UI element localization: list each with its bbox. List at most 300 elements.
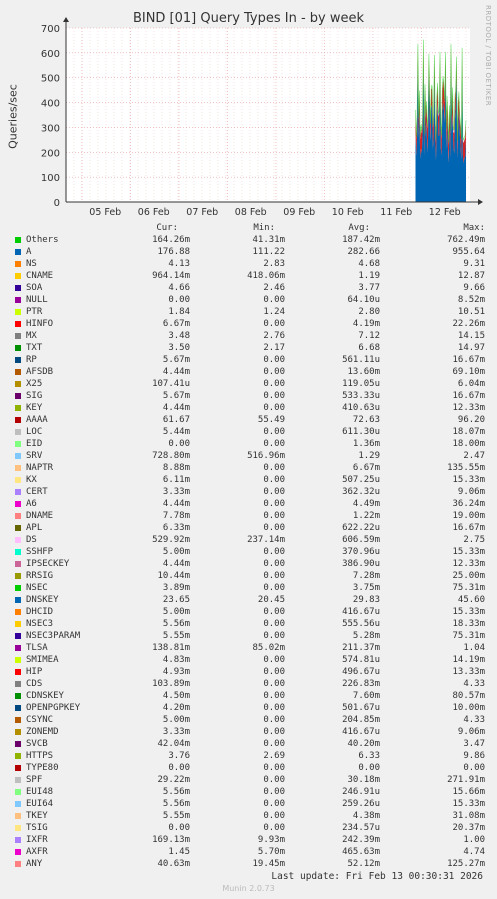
legend-row-kx xyxy=(0,474,497,486)
legend-min-value: 0.00 xyxy=(263,799,285,809)
legend-cur-value: 3.50 xyxy=(168,343,190,353)
legend-name: KEY xyxy=(26,403,43,413)
legend-avg-value: 52.12m xyxy=(347,859,380,869)
legend-avg-value: 3.77 xyxy=(358,283,380,293)
legend-cur-value: 169.13m xyxy=(152,835,190,845)
legend-cur-value: 6.33m xyxy=(162,523,190,533)
legend-cur-value: 176.88 xyxy=(157,247,190,257)
legend-row-nsec3param xyxy=(0,630,497,642)
legend-swatch xyxy=(15,489,21,495)
legend-min-value: 85.02m xyxy=(252,643,285,653)
legend-row-eid xyxy=(0,438,497,450)
legend-row-txt xyxy=(0,342,497,354)
legend-max-value: 9.66 xyxy=(463,283,485,293)
legend-cur-value: 4.20m xyxy=(162,703,190,713)
legend-name: SOA xyxy=(26,283,43,293)
legend-cur-value: 3.33m xyxy=(162,727,190,737)
legend-max-value: 16.67m xyxy=(452,355,485,365)
legend-max-value: 14.19m xyxy=(452,655,485,665)
legend-cur-value: 964.14m xyxy=(152,271,190,281)
chart-area xyxy=(0,0,497,225)
legend-row-aaaa xyxy=(0,414,497,426)
legend-name: CDS xyxy=(26,679,43,689)
legend-row-hip xyxy=(0,666,497,678)
legend-name: NAPTR xyxy=(26,463,54,473)
legend-swatch xyxy=(15,417,21,423)
legend-swatch xyxy=(15,465,21,471)
legend-swatch xyxy=(15,837,21,843)
legend-name: DS xyxy=(26,535,37,545)
legend-min-value: 0.00 xyxy=(263,727,285,737)
legend-name: OPENPGPKEY xyxy=(26,703,81,713)
legend-min-value: 0.00 xyxy=(263,739,285,749)
legend-cur-value: 5.56m xyxy=(162,799,190,809)
legend-max-value: 18.07m xyxy=(452,427,485,437)
legend-cur-value: 0.00 xyxy=(168,763,190,773)
legend-name: A6 xyxy=(26,499,37,509)
legend-avg-value: 7.60m xyxy=(352,691,380,701)
legend-name: AAAA xyxy=(26,415,48,425)
legend-name: ANY xyxy=(26,859,43,869)
legend-min-value: 0.00 xyxy=(263,571,285,581)
legend-name: NSEC3 xyxy=(26,619,54,629)
legend-max-value: 271.91m xyxy=(447,775,485,785)
legend-row-axfr xyxy=(0,846,497,858)
legend-cur-value: 42.04m xyxy=(157,739,190,749)
legend-cur-value: 4.50m xyxy=(162,691,190,701)
legend-min-value: 0.00 xyxy=(263,811,285,821)
legend-cur-value: 10.44m xyxy=(157,571,190,581)
legend-avg-value: 1.36m xyxy=(352,439,380,449)
legend-name: HIP xyxy=(26,667,43,677)
legend-max-value: 15.33m xyxy=(452,475,485,485)
legend-name: SVCB xyxy=(26,739,48,749)
legend-avg-value: 259.26u xyxy=(342,799,380,809)
legend-min-value: 0.00 xyxy=(263,511,285,521)
legend-cur-value: 5.56m xyxy=(162,787,190,797)
legend-cur-value: 5.00m xyxy=(162,715,190,725)
legend-avg-value: 234.57u xyxy=(342,823,380,833)
legend-row-a xyxy=(0,246,497,258)
legend-min-value: 0.00 xyxy=(263,463,285,473)
legend-row-eui64 xyxy=(0,798,497,810)
legend-max-value: 31.08m xyxy=(452,811,485,821)
legend-max-value: 16.67m xyxy=(452,523,485,533)
legend-avg-value: 282.66 xyxy=(347,247,380,257)
rrdtool-credit: RRDTOOL / TOBI OETIKER xyxy=(484,5,492,107)
legend-name: CNAME xyxy=(26,271,54,281)
legend-max-value: 25.00m xyxy=(452,571,485,581)
last-update: Last update: Fri Feb 13 00:30:31 2026 xyxy=(271,871,483,882)
legend-swatch xyxy=(15,345,21,351)
legend-cur-value: 164.26m xyxy=(152,235,190,245)
munin-version: Munin 2.0.73 xyxy=(222,884,275,893)
legend-name: RRSIG xyxy=(26,571,54,581)
legend-cur-value: 6.67m xyxy=(162,319,190,329)
legend-avg-value: 5.28m xyxy=(352,631,380,641)
legend-max-value: 3.47 xyxy=(463,739,485,749)
legend-max-value: 45.60 xyxy=(457,595,485,605)
legend-row-loc xyxy=(0,426,497,438)
y-tick-label: 300 xyxy=(40,123,60,135)
legend-min-value: 0.00 xyxy=(263,679,285,689)
legend-swatch xyxy=(15,633,21,639)
x-axis-arrow xyxy=(478,199,483,205)
legend-row-https xyxy=(0,750,497,762)
legend-cur-value: 5.55m xyxy=(162,811,190,821)
legend-avg-value: 416.67u xyxy=(342,607,380,617)
legend-swatch xyxy=(15,753,21,759)
legend-max-value: 22.26m xyxy=(452,319,485,329)
legend-cur-value: 4.13 xyxy=(168,259,190,269)
legend-max-value: 15.33m xyxy=(452,607,485,617)
legend-row-srv xyxy=(0,450,497,462)
legend-name: TXT xyxy=(26,343,43,353)
legend-max-value: 9.86 xyxy=(463,751,485,761)
legend-row-nsec xyxy=(0,582,497,594)
legend-cur-value: 1.45 xyxy=(168,847,190,857)
legend-avg-value: 7.28m xyxy=(352,571,380,581)
legend-name: X25 xyxy=(26,379,43,389)
legend-cur-value: 107.41u xyxy=(152,379,190,389)
legend-min-value: 0.00 xyxy=(263,427,285,437)
legend-swatch xyxy=(15,813,21,819)
legend-avg-value: 416.67u xyxy=(342,727,380,737)
legend-avg-value: 1.22m xyxy=(352,511,380,521)
legend-cur-value: 23.65 xyxy=(162,595,190,605)
legend-max-value: 13.33m xyxy=(452,667,485,677)
legend-row-a6 xyxy=(0,498,497,510)
legend-row-cert xyxy=(0,486,497,498)
y-tick-label: 500 xyxy=(40,73,60,85)
legend-min-value: 0.00 xyxy=(263,583,285,593)
legend-swatch xyxy=(15,249,21,255)
legend-cur-value: 3.48 xyxy=(168,331,190,341)
legend-cur-value: 4.83m xyxy=(162,655,190,665)
legend-name: CDNSKEY xyxy=(26,691,64,701)
legend-max-value: 10.00m xyxy=(452,703,485,713)
legend-avg-value: 386.90u xyxy=(342,559,380,569)
legend-avg-value: 4.49m xyxy=(352,499,380,509)
legend-name: NS xyxy=(26,259,37,269)
legend-row-zonemd xyxy=(0,726,497,738)
legend-avg-value: 7.12 xyxy=(358,331,380,341)
legend-cur-value: 61.67 xyxy=(162,415,190,425)
legend-swatch xyxy=(15,729,21,735)
legend-swatch xyxy=(15,273,21,279)
legend-swatch xyxy=(15,285,21,291)
legend-cur-value: 5.55m xyxy=(162,631,190,641)
legend-cur-value: 5.00m xyxy=(162,547,190,557)
legend-max-value: 9.06m xyxy=(457,727,485,737)
legend-avg-value: 6.68 xyxy=(358,343,380,353)
legend-swatch xyxy=(15,405,21,411)
legend-swatch xyxy=(15,777,21,783)
legend-min-value: 2.17 xyxy=(263,343,285,353)
legend-avg-value: 119.05u xyxy=(342,379,380,389)
legend-swatch xyxy=(15,549,21,555)
legend-avg-value: 501.67u xyxy=(342,703,380,713)
plot-background xyxy=(66,28,470,202)
legend-avg-value: 533.33u xyxy=(342,391,380,401)
legend-swatch xyxy=(15,441,21,447)
legend-min-value: 55.49 xyxy=(257,415,285,425)
legend-avg-value: 1.29 xyxy=(358,451,380,461)
legend-name: EUI48 xyxy=(26,787,54,797)
legend-max-value: 75.31m xyxy=(452,631,485,641)
legend-cur-value: 6.11m xyxy=(162,475,190,485)
legend-avg-value: 13.60m xyxy=(347,367,380,377)
legend-min-value: 0.00 xyxy=(263,775,285,785)
legend-name: PTR xyxy=(26,307,43,317)
legend-max-value: 1.04 xyxy=(463,643,485,653)
legend-max-value: 16.67m xyxy=(452,391,485,401)
legend-avg-value: 410.63u xyxy=(342,403,380,413)
legend-swatch xyxy=(15,801,21,807)
legend-swatch xyxy=(15,477,21,483)
legend-name: TSIG xyxy=(26,823,48,833)
legend-avg-value: 226.83m xyxy=(342,679,380,689)
legend-min-value: 111.22 xyxy=(252,247,285,257)
legend-swatch xyxy=(15,369,21,375)
legend-swatch xyxy=(15,765,21,771)
legend-swatch xyxy=(15,561,21,567)
legend-row-ptr xyxy=(0,306,497,318)
legend-max-value: 96.20 xyxy=(457,415,485,425)
legend-cur-value: 5.56m xyxy=(162,619,190,629)
legend-max-value: 1.00 xyxy=(463,835,485,845)
legend-name: A xyxy=(26,247,32,257)
legend-header-max: Max: xyxy=(463,223,485,233)
legend-max-value: 2.75 xyxy=(463,535,485,545)
legend-swatch xyxy=(15,705,21,711)
legend-min-value: 19.45m xyxy=(252,859,285,869)
legend-swatch xyxy=(15,645,21,651)
legend-name: TLSA xyxy=(26,643,48,653)
legend-max-value: 0.00 xyxy=(463,763,485,773)
legend-row-key xyxy=(0,402,497,414)
legend-row-cds xyxy=(0,678,497,690)
legend-row-rrsig xyxy=(0,570,497,582)
legend-avg-value: 4.19m xyxy=(352,319,380,329)
legend-swatch xyxy=(15,381,21,387)
legend-max-value: 4.33 xyxy=(463,715,485,725)
legend-row-dname xyxy=(0,510,497,522)
legend-row-type80 xyxy=(0,762,497,774)
legend-cur-value: 529.92m xyxy=(152,535,190,545)
legend-name: MX xyxy=(26,331,37,341)
legend-name: KX xyxy=(26,475,37,485)
legend-row-x25 xyxy=(0,378,497,390)
legend-avg-value: 362.32u xyxy=(342,487,380,497)
legend-min-value: 2.83 xyxy=(263,259,285,269)
legend-row-tsig xyxy=(0,822,497,834)
x-tick-label: 07 Feb xyxy=(186,207,219,218)
x-tick-label: 10 Feb xyxy=(331,207,364,218)
legend-min-value: 0.00 xyxy=(263,295,285,305)
legend-max-value: 6.04m xyxy=(457,379,485,389)
legend-cur-value: 1.84 xyxy=(168,307,190,317)
legend-max-value: 8.52m xyxy=(457,295,485,305)
legend-name: IXFR xyxy=(26,835,48,845)
legend-min-value: 0.00 xyxy=(263,655,285,665)
x-tick-label: 06 Feb xyxy=(137,207,170,218)
legend-min-value: 418.06m xyxy=(247,271,285,281)
legend-row-apl xyxy=(0,522,497,534)
legend-min-value: 0.00 xyxy=(263,391,285,401)
legend-row-afsdb xyxy=(0,366,497,378)
legend-name: SMIMEA xyxy=(26,655,59,665)
legend-max-value: 69.10m xyxy=(452,367,485,377)
y-tick-label: 600 xyxy=(40,48,60,60)
legend-name: SSHFP xyxy=(26,547,54,557)
legend-row-tkey xyxy=(0,810,497,822)
legend-cur-value: 103.89m xyxy=(152,679,190,689)
legend-max-value: 15.66m xyxy=(452,787,485,797)
legend-name: SRV xyxy=(26,451,43,461)
legend-swatch xyxy=(15,237,21,243)
legend-cur-value: 4.93m xyxy=(162,667,190,677)
legend-avg-value: 64.10u xyxy=(347,295,380,305)
legend-cur-value: 3.33m xyxy=(162,487,190,497)
legend-row-null xyxy=(0,294,497,306)
legend-row-smimea xyxy=(0,654,497,666)
legend-min-value: 0.00 xyxy=(263,619,285,629)
legend-max-value: 14.97 xyxy=(457,343,485,353)
legend-swatch xyxy=(15,621,21,627)
legend-avg-value: 242.39m xyxy=(342,835,380,845)
y-tick-label: 0 xyxy=(53,198,60,209)
legend-name: Others xyxy=(26,235,59,245)
legend-name: AXFR xyxy=(26,847,48,857)
legend-max-value: 19.00m xyxy=(452,511,485,521)
legend-max-value: 2.47 xyxy=(463,451,485,461)
legend-swatch xyxy=(15,429,21,435)
legend-avg-value: 1.19 xyxy=(358,271,380,281)
legend-min-value: 0.00 xyxy=(263,559,285,569)
legend xyxy=(0,234,497,870)
legend-min-value: 9.93m xyxy=(257,835,285,845)
legend-min-value: 0.00 xyxy=(263,487,285,497)
legend-avg-value: 187.42m xyxy=(342,235,380,245)
legend-min-value: 2.46 xyxy=(263,283,285,293)
legend-max-value: 125.27m xyxy=(447,859,485,869)
legend-swatch xyxy=(15,357,21,363)
legend-name: AFSDB xyxy=(26,367,54,377)
legend-cur-value: 7.78m xyxy=(162,511,190,521)
legend-row-sig xyxy=(0,390,497,402)
legend-max-value: 12.33m xyxy=(452,403,485,413)
legend-name: CERT xyxy=(26,487,48,497)
legend-cur-value: 4.44m xyxy=(162,403,190,413)
legend-row-mx xyxy=(0,330,497,342)
legend-min-value: 0.00 xyxy=(263,439,285,449)
legend-row-ns xyxy=(0,258,497,270)
legend-max-value: 80.57m xyxy=(452,691,485,701)
legend-min-value: 0.00 xyxy=(263,631,285,641)
legend-max-value: 14.15 xyxy=(457,331,485,341)
legend-name: TKEY xyxy=(26,811,48,821)
legend-avg-value: 561.11u xyxy=(342,355,380,365)
legend-avg-value: 246.91u xyxy=(342,787,380,797)
chart-title: BIND [01] Query Types In - by week xyxy=(132,11,365,26)
legend-avg-value: 4.38m xyxy=(352,811,380,821)
legend-row-ipseckey xyxy=(0,558,497,570)
legend-name: DNAME xyxy=(26,511,54,521)
legend-max-value: 4.33 xyxy=(463,679,485,689)
legend-row-naptr xyxy=(0,462,497,474)
x-tick-label: 11 Feb xyxy=(380,207,413,218)
legend-swatch xyxy=(15,717,21,723)
legend-max-value: 12.33m xyxy=(452,559,485,569)
legend-cur-value: 3.76 xyxy=(168,751,190,761)
legend-max-value: 15.33m xyxy=(452,547,485,557)
legend-row-nsec3 xyxy=(0,618,497,630)
legend-row-sshfp xyxy=(0,546,497,558)
legend-swatch xyxy=(15,741,21,747)
legend-swatch xyxy=(15,849,21,855)
legend-name: IPSECKEY xyxy=(26,559,70,569)
x-tick-label: 05 Feb xyxy=(89,207,122,218)
legend-avg-value: 574.81u xyxy=(342,655,380,665)
x-tick-label: 08 Feb xyxy=(234,207,267,218)
legend-min-value: 0.00 xyxy=(263,379,285,389)
legend-swatch xyxy=(15,609,21,615)
legend-min-value: 1.24 xyxy=(263,307,285,317)
x-tick-label: 12 Feb xyxy=(428,207,461,218)
legend-swatch xyxy=(15,597,21,603)
legend-avg-value: 0.00 xyxy=(358,763,380,773)
legend-name: RP xyxy=(26,355,37,365)
legend-row-cdnskey xyxy=(0,690,497,702)
legend-name: NSEC3PARAM xyxy=(26,631,81,641)
legend-row-hinfo xyxy=(0,318,497,330)
legend-header-cur: Cur: xyxy=(156,223,178,233)
legend-cur-value: 4.44m xyxy=(162,367,190,377)
legend-cur-value: 0.00 xyxy=(168,439,190,449)
legend-swatch xyxy=(15,585,21,591)
legend-avg-value: 204.85m xyxy=(342,715,380,725)
legend-avg-value: 606.59m xyxy=(342,535,380,545)
legend-avg-value: 370.96u xyxy=(342,547,380,557)
legend-max-value: 9.31 xyxy=(463,259,485,269)
legend-min-value: 516.96m xyxy=(247,451,285,461)
legend-min-value: 0.00 xyxy=(263,367,285,377)
legend-avg-value: 6.33 xyxy=(358,751,380,761)
legend-max-value: 4.74 xyxy=(463,847,485,857)
legend-row-dhcid xyxy=(0,606,497,618)
legend-cur-value: 29.22m xyxy=(157,775,190,785)
legend-avg-value: 211.37m xyxy=(342,643,380,653)
legend-row-tlsa xyxy=(0,642,497,654)
y-tick-label: 700 xyxy=(40,24,60,35)
legend-swatch xyxy=(15,789,21,795)
legend-avg-value: 622.22u xyxy=(342,523,380,533)
legend-name: EUI64 xyxy=(26,799,54,809)
legend-name: SPF xyxy=(26,775,43,785)
legend-swatch xyxy=(15,657,21,663)
legend-swatch xyxy=(15,525,21,531)
legend-max-value: 762.49m xyxy=(447,235,485,245)
legend-swatch xyxy=(15,309,21,315)
legend-swatch xyxy=(15,669,21,675)
legend-cur-value: 40.63m xyxy=(157,859,190,869)
legend-row-ixfr xyxy=(0,834,497,846)
legend-min-value: 0.00 xyxy=(263,667,285,677)
legend-name: DNSKEY xyxy=(26,595,59,605)
legend-min-value: 0.00 xyxy=(263,787,285,797)
legend-min-value: 5.70m xyxy=(257,847,285,857)
